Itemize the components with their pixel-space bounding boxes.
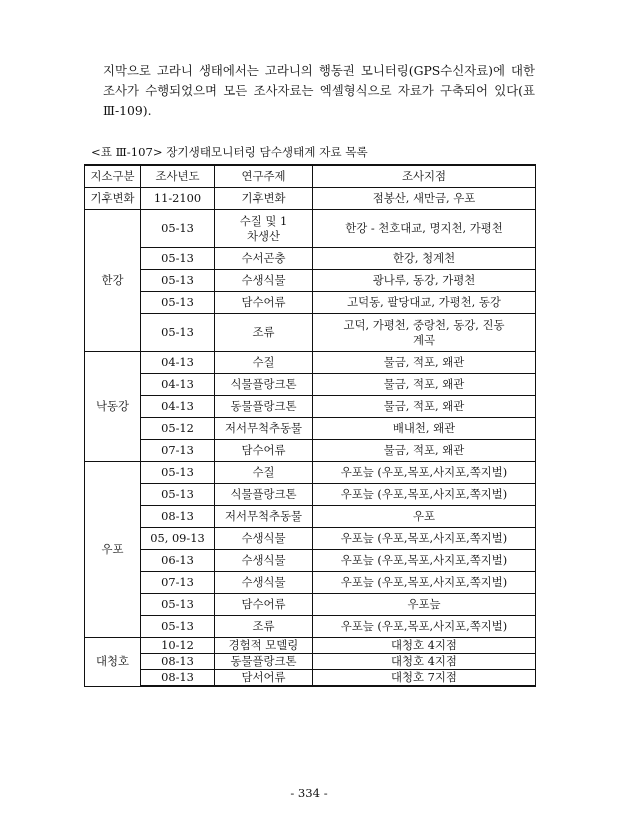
site-cell: 우포늪 (우포,목포,사지포,쪽지벌) <box>313 550 536 572</box>
table-row <box>85 638 536 654</box>
table-row <box>85 418 536 440</box>
year-cell: 05-13 <box>141 616 215 638</box>
topic-cell: 수생식물 <box>215 572 313 594</box>
table-row <box>85 188 536 210</box>
header-cell: 연구주제 <box>215 165 313 188</box>
table-row <box>85 594 536 616</box>
group-name-cell: 대청호 <box>85 638 141 687</box>
year-cell: 05, 09-13 <box>141 528 215 550</box>
topic-cell: 기후변화 <box>215 188 313 210</box>
year-cell: 08-13 <box>141 654 215 670</box>
monitoring-data-table <box>84 164 536 687</box>
site-cell: 우포늪 (우포,목포,사지포,쪽지벌) <box>313 616 536 638</box>
year-cell: 05-13 <box>141 462 215 484</box>
body-paragraph: 지막으로 고라니 생태에서는 고라니의 행동권 모니터링(GPS수신자료)에 대한 조사가 수행되었으며 모든 조사자료는 엑셀형식으로 자료가 구축되어 있다(표 Ⅲ-109). <box>103 63 535 118</box>
topic-cell: 수질 <box>215 352 313 374</box>
site-cell: 우포늪 <box>313 594 536 616</box>
header-cell: 조사지점 <box>313 165 536 188</box>
table-header-row <box>85 165 536 188</box>
year-cell: 05-13 <box>141 270 215 292</box>
table-row <box>85 270 536 292</box>
table-row <box>85 352 536 374</box>
year-cell: 11-2100 <box>141 188 215 210</box>
year-cell: 05-13 <box>141 484 215 506</box>
table-row <box>85 572 536 594</box>
topic-cell: 식물플랑크톤 <box>215 484 313 506</box>
topic-cell: 수질 및 1차생산 <box>215 210 313 248</box>
year-cell: 05-13 <box>141 594 215 616</box>
year-cell: 04-13 <box>141 352 215 374</box>
topic-cell: 동물플랑크톤 <box>215 396 313 418</box>
site-cell: 우포 <box>313 506 536 528</box>
site-cell: 우포늪 (우포,목포,사지포,쪽지벌) <box>313 528 536 550</box>
site-cell: 고덕, 가평천, 중랑천, 동강, 진동계곡 <box>313 314 536 352</box>
year-cell: 07-13 <box>141 440 215 462</box>
table-row <box>85 314 536 352</box>
topic-cell: 수생식물 <box>215 528 313 550</box>
table-row <box>85 374 536 396</box>
table-row <box>85 396 536 418</box>
table-row <box>85 528 536 550</box>
topic-cell: 저서무척추동물 <box>215 506 313 528</box>
group-name-cell: 기후변화 <box>85 188 141 210</box>
year-cell: 07-13 <box>141 572 215 594</box>
site-cell: 물금, 적포, 왜관 <box>313 440 536 462</box>
site-cell: 물금, 적포, 왜관 <box>313 374 536 396</box>
header-cell: 지소구분 <box>85 165 141 188</box>
year-cell: 04-13 <box>141 374 215 396</box>
site-cell: 대청호 4지점 <box>313 654 536 670</box>
table-row <box>85 248 536 270</box>
year-cell: 05-13 <box>141 248 215 270</box>
topic-cell: 동물플랑크톤 <box>215 654 313 670</box>
year-cell: 10-12 <box>141 638 215 654</box>
group-name-cell: 낙동강 <box>85 352 141 462</box>
year-cell: 05-12 <box>141 418 215 440</box>
site-cell: 한강, 청계천 <box>313 248 536 270</box>
page-number: - 334 - <box>290 786 328 800</box>
year-cell: 05-13 <box>141 210 215 248</box>
topic-cell: 조류 <box>215 616 313 638</box>
year-cell: 06-13 <box>141 550 215 572</box>
site-cell: 우포늪 (우포,목포,사지포,쪽지벌) <box>313 462 536 484</box>
site-cell: 점봉산, 새만금, 우포 <box>313 188 536 210</box>
site-cell: 우포늪 (우포,목포,사지포,쪽지벌) <box>313 484 536 506</box>
topic-cell: 식물플랑크톤 <box>215 374 313 396</box>
site-cell: 광나루, 동강, 가평천 <box>313 270 536 292</box>
site-cell: 대청호 7지점 <box>313 670 536 687</box>
year-cell: 05-13 <box>141 292 215 314</box>
group-name-cell: 한강 <box>85 210 141 352</box>
site-cell: 배내천, 왜관 <box>313 418 536 440</box>
table-row <box>85 292 536 314</box>
topic-cell: 수생식물 <box>215 270 313 292</box>
table-row <box>85 670 536 687</box>
table-row <box>85 462 536 484</box>
year-cell: 08-13 <box>141 670 215 687</box>
site-cell: 물금, 적포, 왜관 <box>313 352 536 374</box>
site-cell: 고덕동, 팔당대교, 가평천, 동강 <box>313 292 536 314</box>
site-cell: 한강 - 천호대교, 명지천, 가평천 <box>313 210 536 248</box>
table-row <box>85 550 536 572</box>
topic-cell: 담수어류 <box>215 292 313 314</box>
header-cell: 조사년도 <box>141 165 215 188</box>
group-name-cell: 우포 <box>85 462 141 638</box>
topic-cell: 경험적 모델링 <box>215 638 313 654</box>
year-cell: 05-13 <box>141 314 215 352</box>
site-cell: 물금, 적포, 왜관 <box>313 396 536 418</box>
topic-cell: 저서무척추동물 <box>215 418 313 440</box>
topic-cell: 담서어류 <box>215 670 313 687</box>
table-row <box>85 440 536 462</box>
topic-cell: 담수어류 <box>215 594 313 616</box>
year-cell: 04-13 <box>141 396 215 418</box>
site-cell: 대청호 4지점 <box>313 638 536 654</box>
table-row <box>85 506 536 528</box>
table-row <box>85 616 536 638</box>
site-cell: 우포늪 (우포,목포,사지포,쪽지벌) <box>313 572 536 594</box>
topic-cell: 수질 <box>215 462 313 484</box>
topic-cell: 수생식물 <box>215 550 313 572</box>
year-cell: 08-13 <box>141 506 215 528</box>
table-row <box>85 484 536 506</box>
topic-cell: 담수어류 <box>215 440 313 462</box>
table-caption: <표 Ⅲ-107> 장기생태모니터링 담수생태계 자료 목록 <box>91 145 368 159</box>
topic-cell: 수서곤충 <box>215 248 313 270</box>
table-row <box>85 654 536 670</box>
table-row <box>85 210 536 248</box>
topic-cell: 조류 <box>215 314 313 352</box>
